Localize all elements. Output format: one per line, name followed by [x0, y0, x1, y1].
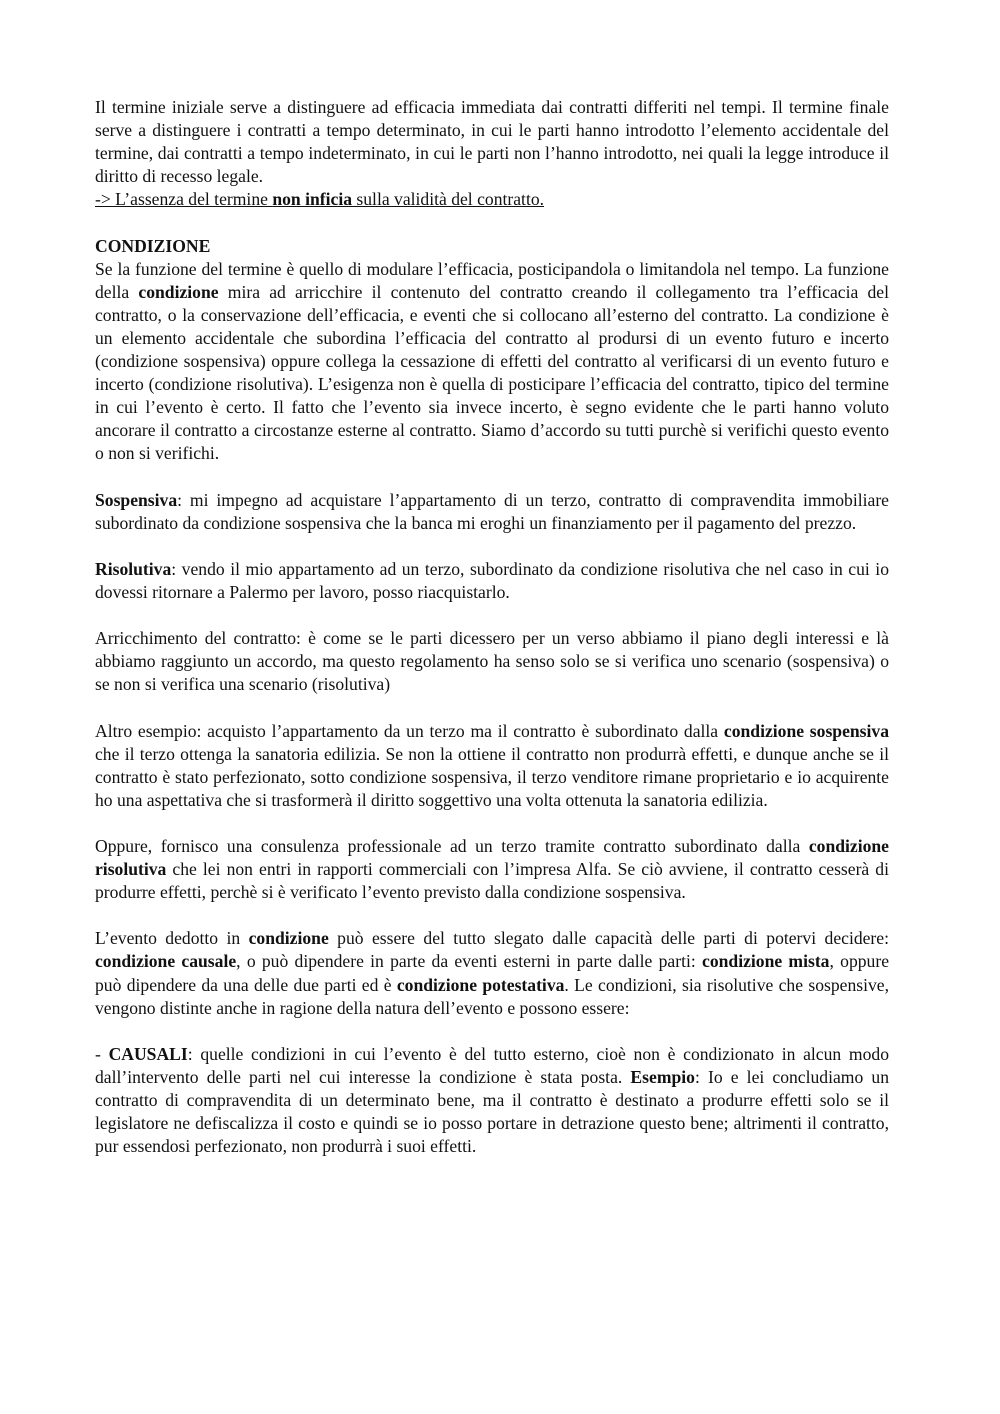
- section-heading: CONDIZIONE: [95, 235, 211, 256]
- paragraph-termine: Il termine iniziale serve a distinguere ad efficacia immediata dai contratti differiti nel tempi. Il termine finale serve a distinguere i contratti a tempo determinato, in cui le parti hanno introdotto l’elemento accidentale del termine, dai contratti a tempo indeterminato, in cui le parti non l’hanno introdotto, nei quali la legge introduce il diritto di recesso legale.: [95, 97, 889, 187]
- paragraph-evento-dedotto: L’evento dedotto in condizione può essere del tutto slegato dalle capacità delle parti di potervi decidere: condizione causale, o può dipendere in parte da eventi esterni in parte dalle parti: condizione mista, oppure può dipendere da una delle due parti ed è condizione potestativa. Le condizioni, sia risolutive che sospensive, vengono distinte anche in ragione della natura dell’evento e possono essere:: [95, 928, 889, 1018]
- spacer: [95, 696, 889, 719]
- paragraph-oppure: Oppure, fornisco una consulenza professionale ad un terzo tramite contratto subordinato dalla condizione risolutiva che lei non entri in rapporti commerciali con l’impresa Alfa. Se ciò avviene, il contratto cesserà di produrre effetti, perchè si è verificato l’evento previsto dalla condizione sospensiva.: [95, 836, 889, 903]
- spacer: [95, 211, 889, 234]
- spacer: [95, 535, 889, 558]
- paragraph-note: -> L’assenza del termine non inficia sulla validità del contratto.: [95, 189, 545, 210]
- spacer: [95, 1020, 889, 1043]
- document-page: [95, 96, 889, 1158]
- spacer: [95, 466, 889, 489]
- paragraph-causali: - CAUSALI: quelle condizioni in cui l’evento è del tutto esterno, cioè non è condizionato in alcun modo dall’intervento delle parti nel cui interesse la condizione è stata posta. Esempio: Io e lei concludiamo un contratto di compravendita di un determinato bene, ma il contratto è destinato a produrre effetti solo se il legislatore ne defiscalizza il costo e quindi se io posso portare in detrazione questo bene; altrimenti il contratto, pur essendosi perfezionato, non produrrà i suoi effetti.: [95, 1043, 889, 1157]
- spacer: [95, 904, 889, 927]
- paragraph-arricchimento: Arricchimento del contratto: è come se le parti dicessero per un verso abbiamo il piano degli interessi e là abbiamo raggiunto un accordo, ma questo regolamento ha senso solo se si verifica uno scenario (sospensiva) o se non si verifica una scenario (risolutiva): [95, 628, 889, 695]
- paragraph-condizione: Se la funzione del termine è quello di modulare l’efficacia, posticipandola o limitandola nel tempo. La funzione della condizione mira ad arricchire il contenuto del contratto creando il collegamento tra l’efficacia del contratto, o la conservazione dell’efficacia, e eventi che si collocano all’esterno del contratto. La condizione è un elemento accidentale che subordina l’efficacia del contratto al prodursi di un evento futuro e incerto (condizione sospensiva) oppure collega la cessazione di effetti del contratto al verificarsi di un evento futuro e incerto (condizione risolutiva). L’esigenza non è quella di posticipare l’efficacia del contratto, tipico del termine in cui l’evento è certo. Il fatto che l’evento sia invece incerto, è segno evidente che le parti hanno voluto ancorare il contratto a circostanze esterne al contratto. Siamo d’accordo su tutti purchè si verifichi questo evento o non si verifichi.: [95, 258, 889, 464]
- paragraph-risolutiva: Risolutiva: vendo il mio appartamento ad un terzo, subordinato da condizione risolutiva che nel caso in cui io dovessi ritornare a Palermo per lavoro, posso riacquistarlo.: [95, 558, 889, 602]
- spacer: [95, 812, 889, 835]
- paragraph-altro-esempio: Altro esempio: acquisto l’appartamento da un terzo ma il contratto è subordinato dalla condizione sospensiva che il terzo ottenga la sanatoria edilizia. Se non la ottiene il contratto non produrrà effetti, e dunque anche se il contratto è stato perfezionato, sotto condizione sospensiva, il terzo venditore rimane proprietario e io acquirente ho una aspettativa che si trasformerà il diritto soggettivo una volta ottenuta la sanatoria edilizia.: [95, 720, 889, 810]
- spacer: [95, 604, 889, 627]
- paragraph-sospensiva: Sospensiva: mi impegno ad acquistare l’appartamento di un terzo, contratto di compravendita immobiliare subordinato da condizione sospensiva che la banca mi eroghi un finanziamento per il pagamento del prezzo.: [95, 489, 889, 533]
